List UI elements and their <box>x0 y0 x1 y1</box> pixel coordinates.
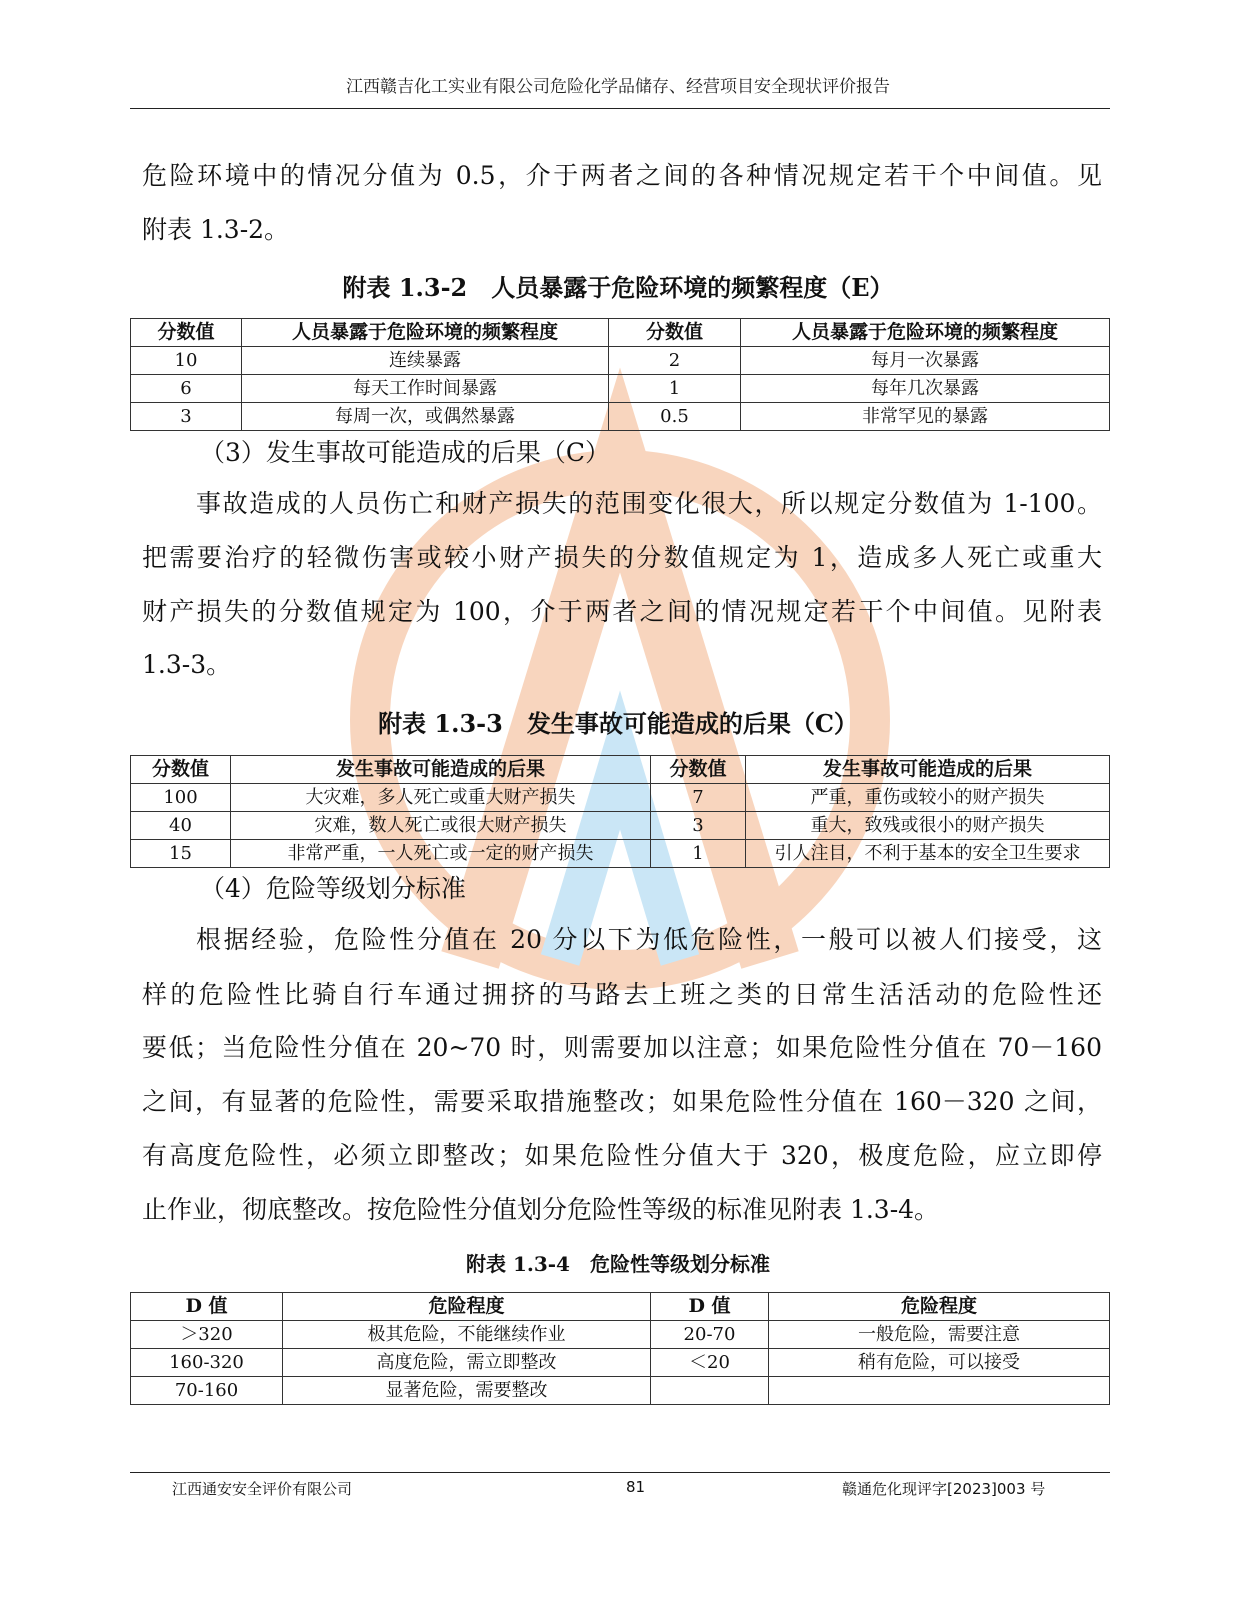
cell: 20-70 <box>651 1321 769 1349</box>
body-line: 1.3-3。 <box>142 650 232 679</box>
footer-company: 江西通安安全评价有限公司 <box>172 1480 353 1498</box>
table-row <box>131 375 1110 403</box>
body-line: 事故造成的人员伤亡和财产损失的范围变化很大，所以规定分数值为 1-100。 <box>196 489 1102 518</box>
table-header-row <box>131 319 1110 347</box>
cell: 70-160 <box>131 1377 283 1405</box>
header-cell: 人员暴露于危险环境的频繁程度 <box>741 319 1110 347</box>
cell: 重大，致残或很小的财产损失 <box>746 812 1110 840</box>
body-line: 要低；当危险性分值在 20~70 时，则需要加以注意；如果危险性分值在 70－160 <box>142 1033 1102 1062</box>
cell: 每周一次，或偶然暴露 <box>242 403 609 431</box>
cell: 40 <box>131 812 231 840</box>
header-cell: D 值 <box>651 1293 769 1321</box>
table-row <box>131 812 1110 840</box>
cell: 160-320 <box>131 1349 283 1377</box>
cell: 引人注目，不利于基本的安全卫生要求 <box>746 840 1110 868</box>
body-line: 止作业，彻底整改。按危险性分值划分危险性等级的标准见附表 1.3-4。 <box>142 1195 940 1224</box>
cell: 100 <box>131 784 231 812</box>
body-line: 根据经验，危险性分值在 20 分以下为低危险性，一般可以被人们接受，这 <box>196 925 1102 954</box>
cell: 极其危险，不能继续作业 <box>283 1321 651 1349</box>
cell: 3 <box>131 403 242 431</box>
header-cell: 发生事故可能造成的后果 <box>231 756 651 784</box>
body-line: 之间，有显著的危险性，需要采取措施整改；如果危险性分值在 160－320 之间， <box>142 1087 1102 1116</box>
table-row <box>131 347 1110 375</box>
body-line: 财产损失的分数值规定为 100，介于两者之间的情况规定若干个中间值。见附表 <box>142 597 1102 626</box>
header-cell: 分数值 <box>131 319 242 347</box>
table-caption: 附表 1.3-4 危险性等级划分标准 <box>466 1252 770 1276</box>
body-line: 危险环境中的情况分值为 0.5，介于两者之间的各种情况规定若干个中间值。见 <box>142 161 1102 190</box>
cell <box>651 1377 769 1405</box>
cell: 1 <box>651 840 746 868</box>
cell: 显著危险，需要整改 <box>283 1377 651 1405</box>
table-header-row <box>131 1293 1110 1321</box>
page-number: 81 <box>626 1478 646 1496</box>
header-cell: 危险程度 <box>283 1293 651 1321</box>
risk-level-table <box>130 1292 1110 1405</box>
header-cell: 分数值 <box>651 756 746 784</box>
body-line: 有高度危险性，必须立即整改；如果危险性分值大于 320，极度危险，应立即停 <box>142 1141 1102 1170</box>
cell: 非常严重，一人死亡或一定的财产损失 <box>231 840 651 868</box>
table-caption: 附表 1.3-2 人员暴露于危险环境的频繁程度（E） <box>342 273 894 302</box>
cell: 每年几次暴露 <box>741 375 1110 403</box>
cell: 3 <box>651 812 746 840</box>
cell: ＞320 <box>131 1321 283 1349</box>
cell: 15 <box>131 840 231 868</box>
cell: 2 <box>609 347 741 375</box>
cell: 1 <box>609 375 741 403</box>
cell: 大灾难，多人死亡或重大财产损失 <box>231 784 651 812</box>
header-cell: 发生事故可能造成的后果 <box>746 756 1110 784</box>
cell: ＜20 <box>651 1349 769 1377</box>
footer-doc-number: 赣通危化现评字[2023]003 号 <box>842 1480 1046 1498</box>
header-cell: 危险程度 <box>769 1293 1110 1321</box>
table-row <box>131 784 1110 812</box>
consequence-table <box>130 755 1110 868</box>
cell: 每月一次暴露 <box>741 347 1110 375</box>
body-line: 样的危险性比骑自行车通过拥挤的马路去上班之类的日常生活活动的危险性还 <box>142 980 1102 1009</box>
cell: 7 <box>651 784 746 812</box>
cell: 稍有危险，可以接受 <box>769 1349 1110 1377</box>
cell: 每天工作时间暴露 <box>242 375 609 403</box>
cell: 严重，重伤或较小的财产损失 <box>746 784 1110 812</box>
table-row <box>131 1349 1110 1377</box>
table-row <box>131 1321 1110 1349</box>
footer-divider <box>130 1472 1110 1473</box>
cell <box>769 1377 1110 1405</box>
cell: 一般危险，需要注意 <box>769 1321 1110 1349</box>
table-header-row <box>131 756 1110 784</box>
header-cell: 分数值 <box>609 319 741 347</box>
cell: 6 <box>131 375 242 403</box>
section-heading: （4）危险等级划分标准 <box>200 874 466 903</box>
cell: 10 <box>131 347 242 375</box>
cell: 非常罕见的暴露 <box>741 403 1110 431</box>
cell: 高度危险，需立即整改 <box>283 1349 651 1377</box>
header-cell: 人员暴露于危险环境的频繁程度 <box>242 319 609 347</box>
page-header: 江西赣吉化工实业有限公司危险化学品储存、经营项目安全现状评价报告 <box>346 77 890 97</box>
table-row <box>131 1377 1110 1405</box>
table-caption: 附表 1.3-3 发生事故可能造成的后果（C） <box>378 709 858 738</box>
header-cell: 分数值 <box>131 756 231 784</box>
header-divider <box>130 108 1110 109</box>
cell: 灾难，数人死亡或很大财产损失 <box>231 812 651 840</box>
header-cell: D 值 <box>131 1293 283 1321</box>
section-heading: （3）发生事故可能造成的后果（C） <box>200 438 611 467</box>
body-line: 把需要治疗的轻微伤害或较小财产损失的分数值规定为 1，造成多人死亡或重大 <box>142 543 1102 572</box>
exposure-frequency-table <box>130 318 1110 431</box>
cell: 连续暴露 <box>242 347 609 375</box>
body-line: 附表 1.3-2。 <box>142 215 290 244</box>
cell: 0.5 <box>609 403 741 431</box>
